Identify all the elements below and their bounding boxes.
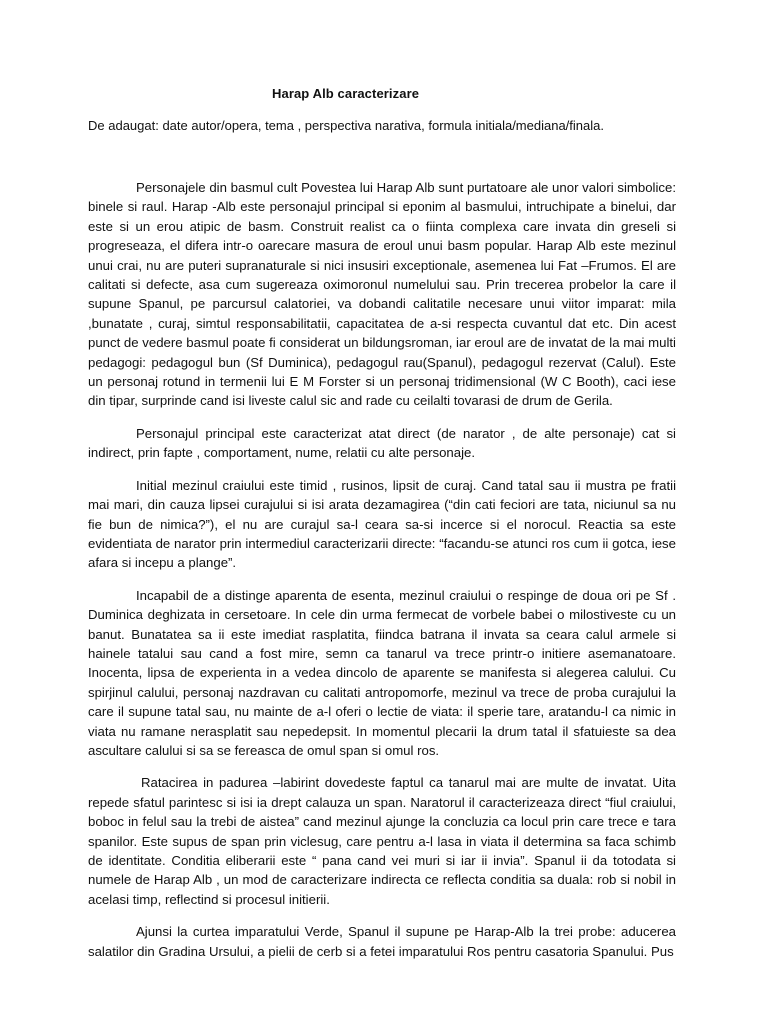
- paragraph-appearance-essence: Incapabil de a distinge aparenta de esenta, mezinul craiului o respinge de doua ori pe Sf . Duminica deghizata in cersetoare. In cele din urma fermecat de vorbele babei o milostiveste cu un banut. Bunatatea sa ii este imediat rasplatita, fiindca batrana il invata sa ceara calul armele si hainele tatalui sau cand a fost mire, semn ca tanarul va trece printr-o initiere asemanatoare. Inocenta, lipsa de experienta in a vedea dincolo de aparente se manifesta si alegerea calului. Cu spirjinul calului, personaj nazdravan cu calitati antropomorfe, mezinul va trece de proba curajului la care il supune tatal sau, nu mainte de a-l oferi o lectie de viata: il sperie tare, aratandu-l ca nimic in viata nu ramane nerasplatit sau nepedepsit. In momentul plecarii la drum tatal il sfatuieste sa dea ascultare calului si sa se fereasca de omul span si omul ros.: [88, 587, 676, 758]
- paragraph-intro: Personajele din basmul cult Povestea lui Harap Alb sunt purtatoare ale unor valori simbolice: binele si raul. Harap -Alb este personajul principal si eponim al basmului, intruchipate a binelui, dar este si un erou atipic de basm. Construit realist ca o fiinta complexa care invata din greseli si progreseaza, el difera intr-o oarecare masura de eroul unui basm popular. Harap Alb este mezinul unui crai, nu are puteri supranaturale si nici insusiri exceptionale, asemenea lui Fat –Frumos. El are calitati si defecte, asa cum sugereaza oximoronul numelului sau. Prin trecerea probelor la care il supune Spanul, pe parcursul calatoriei, va dobandi calitatile necesare unui viitor imparat: mila ,bunatate , curaj, simtul responsabilitatii, capacitatea de a-si respecta cuvantul dat etc. Din acest punct de vedere basmul poate fi considerat un bildungsroman, iar eroul are de invatat de la mai multi pedagogi: pedagogul bun (Sf Duminica), pedagogul rau(Spanul), pedagogul rezervat (Calul). Este un personaj rotund in termenii lui E M Forster si un personaj tridimensional (W C Booth), caci iese din tipar, surprinde cand isi liveste calul sic and rade cu ceilalti tovarasi de drum de Gerila.: [88, 180, 676, 409]
- document-title: Harap Alb caracterizare: [272, 86, 420, 101]
- document-body: [88, 178, 676, 974]
- paragraph-green-emperor: Ajunsi la curtea imparatului Verde, Spanul il supune pe Harap-Alb la trei probe: aducerea salatilor din Gradina Ursului, a pielii de cerb si a fetei imparatului Ros pentru casatoria Spanului. Pus: [88, 924, 676, 959]
- paragraph-labyrinth: Ratacirea in padurea –labirint dovedeste faptul ca tanarul mai are multe de invatat. Uita repede sfatul parintesc si isi ia drept calauza un span. Naratorul il caracterizeaza direct “fiul craiului, boboc in felul sau la trebi de aistea” cand mezinul ajunge la concluzia ca locul prin care trece e tara spanilor. Este supus de span prin viclesug, care pentru a-l lasa in viata il determina sa faca schimb de identitate. Conditia eliberarii este “ pana cand vei muri si iar ii invia”. Spanul ii da totodata si numele de Harap Alb , un mod de caracterizare indirecta ce reflecta conditia sa duala: rob si nobil in acelasi timp, reflectind si procesul initierii.: [88, 775, 676, 907]
- paragraph-initial-state: Initial mezinul craiului este timid , rusinos, lipsit de curaj. Cand tatal sau ii mustra pe fratii mai mari, din cauza lipsei curajului si isi arata dezamagirea (“din cati feciori are tata, niciunul sa nu fie bun de nimica?”), el nu are curajul sa-l ceara sa-si incerce si el norocul. Reactia sa este evidentiata de narator prin intermediul caracterizarii directe: “facandu-se atunci ros cum ii gotca, iese afara si incepu a plange”.: [88, 477, 676, 571]
- document-note: De adaugat: date autor/opera, tema , perspectiva narativa, formula initiala/mediana/finala.: [88, 118, 604, 133]
- paragraph-characterization: Personajul principal este caracterizat atat direct (de narator , de alte personaje) cat si indirect, prin fapte , comportament, nume, relatii cu alte personaje.: [88, 425, 676, 461]
